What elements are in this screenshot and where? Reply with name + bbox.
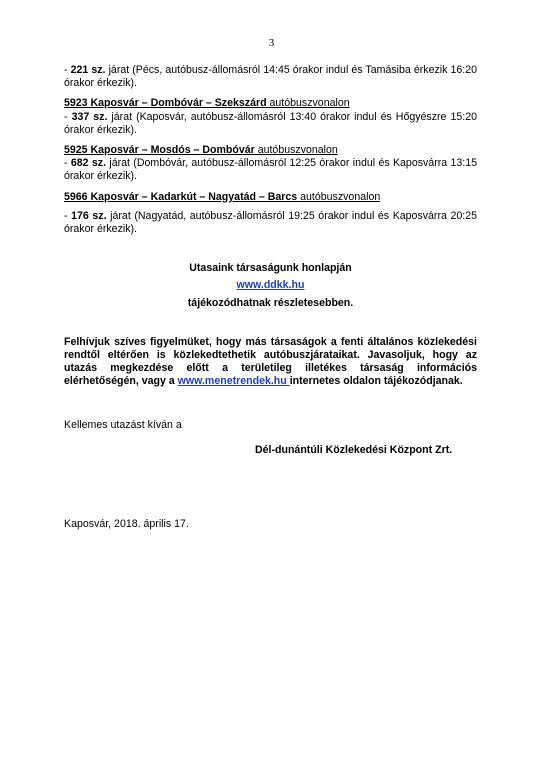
closing-line: Kellemes utazást kíván a [64, 418, 182, 431]
page-number: 3 [268, 37, 275, 49]
route-description: járat (Kaposvár, autóbusz-állomásról 13:40 órakor indul és Hőgyészre 15:20 órakor érkezik). [64, 110, 477, 136]
route-description: járat (Nagyatád, autóbusz-állomásról 19:25 órakor indul és Kaposvárra 20:25 órakor érkezik). [64, 209, 477, 236]
notice-text-end: internetes oldalon tájékozódjanak. [289, 375, 463, 388]
website-intro: Utasaink társaságunk honlapján [189, 262, 352, 275]
route-176-entry [64, 210, 477, 236]
notice-paragraph [64, 336, 477, 389]
route-number: 221 sz. [70, 64, 106, 76]
route-number: 682 sz. [70, 157, 107, 170]
menetrendek-link[interactable]: www.menetrendek.hu [177, 375, 290, 388]
route-5923-title [64, 97, 477, 110]
route-title-suffix: autóbuszvonalon [254, 144, 338, 157]
route-5925-title [64, 144, 477, 157]
dash: - [64, 64, 71, 76]
route-number: 176 sz. [71, 209, 107, 222]
route-337-entry [64, 111, 477, 137]
route-description: járat (Pécs, autóbusz-állomásról 14:45 órakor indul és Tamásiba érkezik 16:20 órakor érkezik). [64, 64, 477, 90]
route-title: 5923 Kaposvár – Dombóvár – Szekszárd [64, 97, 267, 110]
route-title-suffix: autóbuszvonalon [297, 190, 381, 203]
document-body [64, 64, 477, 531]
route-5966-title [64, 191, 477, 204]
route-682-entry [64, 157, 477, 183]
route-title: 5925 Kaposvár – Mosdós – Dombóvár [64, 144, 255, 157]
ddkk-website-link[interactable]: www.ddkk.hu [236, 279, 305, 292]
dash: - [64, 209, 72, 222]
route-title-suffix: autóbuszvonalon [266, 97, 350, 110]
dash: - [64, 157, 71, 170]
website-outro: tájékozódhatnak részletesebben. [187, 296, 354, 309]
route-title: 5966 Kaposvár – Kadarkút – Nagyatád – Barcs [64, 190, 298, 203]
place-date: Kaposvár, 2018. április 17. [64, 518, 189, 531]
route-221-entry [64, 64, 477, 90]
dash: - [64, 110, 72, 123]
notice-text: Felhívjuk szíves figyelmüket, hogy más társaságok a fenti általános közlekedési rendtől eltérően is közlekedtethetik autóbuszjárataikat. Javasoljuk, hogy az utazás megkezdése előtt a területileg illetékes társaság információs elérhetőségén, vagy a [64, 335, 477, 388]
route-description: járat (Dombóvár, autóbusz-állomásról 12:25 órakor indul és Kaposvárra 13:15 órakor érkezik). [64, 157, 477, 183]
signature: Dél-dunántúli Közlekedési Központ Zrt. [255, 443, 453, 456]
route-number: 337 sz. [71, 110, 108, 123]
